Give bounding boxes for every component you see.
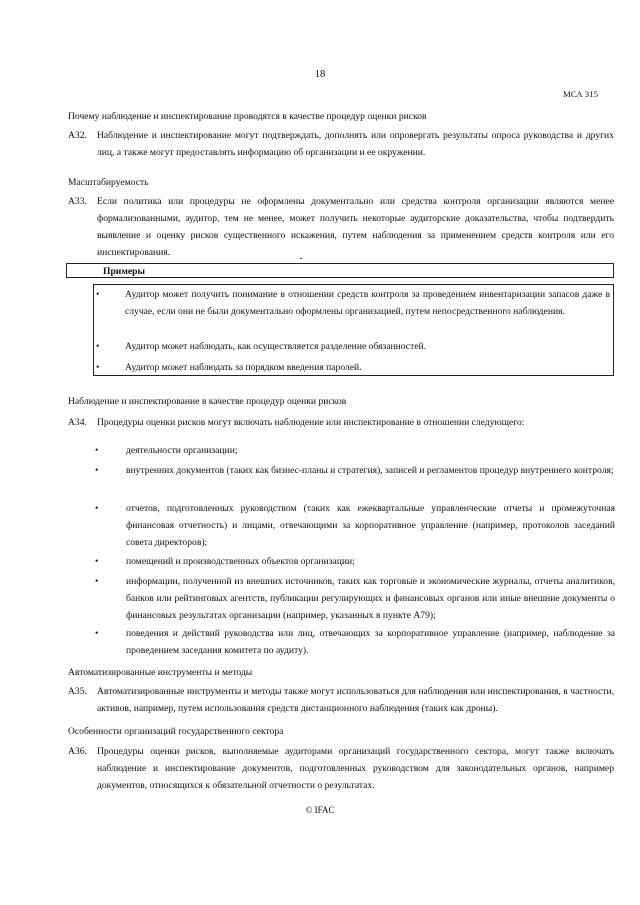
list-item [95,442,615,459]
paragraph-number: A35. [68,686,87,697]
list-item-text: отчетов, подготовленных руководством (таких как ежеквартальные управленческие отчеты и промежуточная финансовая отчетность) и лицами, отвечающими за корпоративное управление (например, протоколов заседаний совета директоров); [126,503,615,548]
bullet-icon: • [96,289,100,300]
list-item [95,462,615,479]
example-text: Аудитор может наблюдать за порядком введения паролей. [125,362,362,373]
list-item-text: деятельности организации; [126,445,238,456]
list-item-text: информации, полученной из внешних источников, таких как торговые и экономические журналы, отчеты аналитиков, банков или рейтинговых агентств, публикации регулирующих и финансовых органов или иные внешние документы о финансовых результатах организации (например, указанных в пункте A79); [126,576,615,621]
examples-title: Примеры [103,266,145,277]
list-item [95,553,615,570]
paragraph-a34 [68,414,614,431]
section-heading-public-sector: Особенности организаций государственного сектора [68,726,284,737]
paragraph-number: A36. [68,746,87,757]
paragraph-number: A34. [68,417,87,428]
copyright-footer: © IFAC [305,805,335,815]
stray-mark [300,258,302,259]
paragraph-text: Автоматизированные инструменты и методы также могут использоваться для наблюдения или инспектирования, в частности, активов, например, путем использования средств дистанционного наблюдения (таких как дроны). [97,686,614,714]
bullet-icon: • [96,341,100,352]
bullet-icon: • [95,465,99,476]
list-item-text: помещений и производственных объектов организации; [126,556,355,567]
section-heading-automated-tools: Автоматизированные инструменты и методы [68,667,253,678]
example-item [94,338,615,355]
example-item [94,286,615,320]
bullet-icon: • [96,362,100,373]
list-item-text: внутренних документов (таких как бизнес-планы и стратегия), записей и регламентов процедур внутреннего контроля; [126,465,614,476]
list-item [95,500,615,551]
bullet-icon: • [95,445,99,456]
list-item [95,573,615,624]
paragraph-a36 [68,743,614,794]
example-item [94,359,615,376]
bullet-icon: • [95,556,99,567]
list-item-text: поведения и действий руководства или лиц, отвечающих за корпоративное управление (например, наблюдение за проведением заседания комитета по аудиту). [126,628,615,656]
paragraph-a35 [68,683,614,717]
list-item [95,625,615,659]
paragraph-number: A32. [68,130,87,141]
examples-box [93,284,614,376]
section-heading-why-observation: Почему наблюдение и инспектирование проводятся в качестве процедур оценки рисков [68,111,427,122]
section-heading-observation-procedures: Наблюдение и инспектирование в качестве процедур оценки рисков [68,396,347,407]
page-number: 18 [314,69,326,80]
bullet-icon: • [95,628,99,639]
bullet-icon: • [95,503,99,514]
paragraph-number: A33. [68,196,87,207]
paragraph-text: Наблюдение и инспектирование могут подтверждать, дополнять или опровергать результаты опроса руководства и других лиц, а также могут предоставлять информацию об организации и ее окружении. [97,130,614,158]
paragraph-a33 [68,193,614,261]
section-heading-scalability: Масштабируемость [68,177,149,188]
document-id: МСА 315 [563,89,598,99]
example-text: Аудитор может получить понимание в отношении средств контроля за проведением инвентаризации запасов даже в случае, если они не были документально оформлены организацией, путем непосредственного наблюдения. [125,289,610,317]
paragraph-a32 [68,127,614,161]
example-text: Аудитор может наблюдать, как осуществляется разделение обязанностей. [125,341,427,352]
paragraph-text: Если политика или процедуры не оформлены документально или средства контроля организации являются менее формализованными, аудитор, тем не менее, может получить некоторые аудиторские доказательства, чтобы подтвердить выявление и оценку рисков существенного искажения, путем наблюдения за применением средств контроля или его инспектирования. [97,196,614,258]
bullet-icon: • [95,576,99,587]
examples-box-header [66,263,614,278]
paragraph-text: Процедуры оценки рисков могут включать наблюдение или инспектирование в отношении следующего: [97,417,525,428]
paragraph-text: Процедуры оценки рисков, выполняемые аудиторами организаций государственного сектора, могут также включать наблюдение и инспектирование документов, подготовленных руководством для законодательных органов, например документов, относящихся к обязательной отчетности о результатах. [97,746,614,791]
